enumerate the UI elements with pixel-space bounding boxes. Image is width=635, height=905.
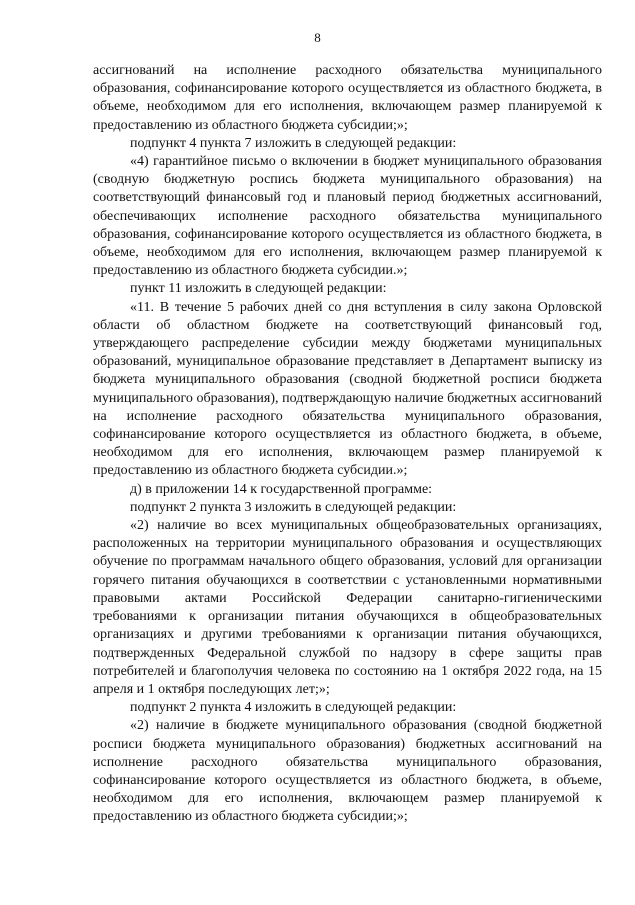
document-body [93, 62, 602, 827]
paragraph-amendment-instruction: подпункт 2 пункта 4 изложить в следующей редакции: [130, 700, 457, 716]
paragraph-point-11: «11. В течение 5 рабочих дней со дня вступления в силу закона Орловской области об областном бюджете на соответствующий финансовый год, утверждающего распределение субсидии между бюджетами муниципальных образований, муниципальное образование представляет в Департамент выписку из бюджета муниципального образования (сводной бюджетной росписи бюджета муниципального образования), подтверждающую наличие бюджетных ассигнований на исполнение расходного обязательства муниципального образования, софинансирование которого осуществляется из областного бюджета, в объеме, необходимом для его исполнения, включающем размер планируемой к предоставлению из областного бюджета субсидии.»; [93, 299, 602, 479]
paragraph-continuation: ассигнований на исполнение расходного обязательства муниципального образования, софинансирование которого осуществляется из областного бюджета, в объеме, необходимом для его исполнения, включающем размер планируемой к предоставлению из областного бюджета субсидии;»; [93, 63, 602, 133]
paragraph-subpoint-4: «4) гарантийное письмо о включении в бюджет муниципального образования (сводную бюджетную роспись бюджета муниципального образования) на соответствующий финансовый год и плановый период бюджетных ассигнований, обеспечивающих исполнение расходного обязательства муниципального образования, софинансирование которого осуществляется из областного бюджета, в объеме, необходимом для его исполнения, включающем размер планируемой к предоставлению из областного бюджета субсидии.»; [93, 154, 602, 279]
paragraph-amendment-instruction: подпункт 2 пункта 3 изложить в следующей редакции: [130, 499, 457, 515]
paragraph-item-d: д) в приложении 14 к государственной программе: [130, 481, 433, 497]
paragraph-amendment-instruction: пункт 11 изложить в следующей редакции: [130, 281, 387, 297]
paragraph-amendment-instruction: подпункт 4 пункта 7 изложить в следующей редакции: [130, 135, 457, 151]
page-number: 8 [314, 30, 321, 45]
paragraph-subpoint-2-point-4: «2) наличие в бюджете муниципального образования (сводной бюджетной росписи бюджета муниципального образования) бюджетных ассигнований на исполнение расходного обязательства муниципального образования, софинансирование которого осуществляется из областного бюджета, в объеме, необходимом для его исполнения, включающем размер планируемой к предоставлению из областного бюджета субсидии;»; [93, 718, 602, 825]
paragraph-subpoint-2-point-3: «2) наличие во всех муниципальных общеобразовательных организациях, расположенных на территории муниципального образования и осуществляющих обучение по программам начального общего образования, условий для организации горячего питания обучающихся в соответствии с установленными нормативными правовыми актами Российской Федерации санитарно-гигиеническими требованиями к организации питания обучающихся в общеобразовательных организациях и другими требованиями к организации питания обучающихся, подтвержденных Федеральной службой по надзору в сфере защиты прав потребителей и благополучия человека по состоянию на 1 октября 2022 года, на 15 апреля и 1 октября последующих лет;»; [93, 518, 602, 697]
